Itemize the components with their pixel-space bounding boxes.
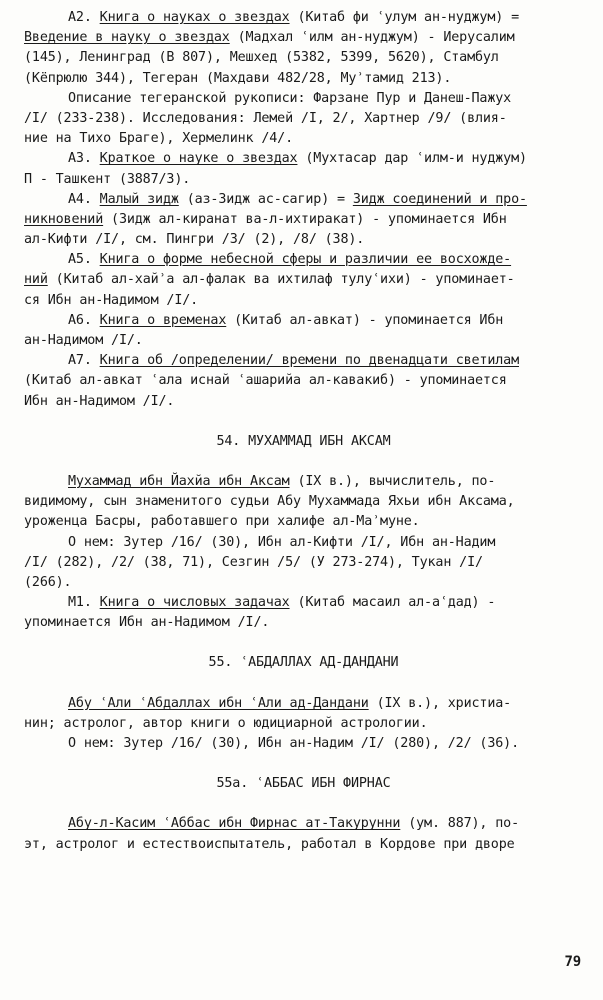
text-line: ан-Надимом /I/. — [24, 333, 143, 348]
text-line: А4. Малый зидж (аз-Зидж ас-сагир) = Зидж соединений и про- — [68, 191, 527, 207]
text-line: /I/ (282), /2/ (38, 71), Сезгин /5/ (У 273-274), Тукан /I/ — [24, 554, 483, 570]
text-line: эт, астролог и естествоиспытатель, работал в Кордове при дворе — [24, 836, 515, 852]
text-line: никновений (Зидж ал-киранат ва-л-ихтиракат) - упоминается Ибн — [24, 211, 507, 227]
text-line: А5. Книга о форме небесной сферы и различии ее восхожде- — [68, 252, 512, 268]
section-heading: 55а. ʿАББАС ИБН ФИРНАС — [216, 776, 391, 792]
text-line: упоминается Ибн ан-Надимом /I/. — [24, 615, 270, 631]
text-line: Абу ʿАли ʿАбдаллах ибн ʿАли ад-Дандани (IX в.), христиа- — [68, 695, 512, 711]
text-line: А7. Книга об /определении/ времени по двенадцати светилам — [68, 353, 519, 369]
text-line: Введение в науку о звездах (Мадхал ʿилм ан-нуджум) - Иерусалим — [24, 30, 515, 46]
text-line: Описание тегеранской рукописи: Фарзане Пур и Данеш-Пажух — [68, 90, 512, 106]
text-line: А3. Краткое о науке о звездах (Мухтасар дар ʿилм-и нуджум) — [68, 151, 527, 167]
text-line: ся Ибн ан-Надимом /I/. — [24, 292, 199, 308]
section-heading: 55. ʿАБДАЛЛАХ АД-ДАНДАНИ — [208, 655, 399, 671]
section-heading: 54. МУХАММАД ИБН АКСАМ — [216, 433, 391, 449]
text-line: Абу-л-Касим ʿАббас ибн Фирнас ат-Такурунни (ум. 887), по- — [68, 816, 519, 832]
page-number: 79 — [564, 954, 581, 970]
text-line: А6. Книга о временах (Китаб ал-авкат) - упоминается Ибн — [68, 312, 504, 328]
text-line: О нем: Зутер /16/ (30), Ибн ан-Надим /I/ (280), /2/ (36). — [68, 736, 519, 751]
text-line: О нем: Зутер /16/ (30), Ибн ал-Кифти /I/, Ибн ан-Надим — [68, 534, 496, 550]
text-line: Мухаммад ибн Йахйа ибн Аксам (IX в.), вычислитель, по- — [68, 473, 496, 489]
text-line: М1. Книга о числовых задачах (Китаб масаил ал-аʿдад) - — [68, 595, 496, 611]
text-line: ний (Китаб ал-хайʾа ал-фалак ва ихтилаф тулуʿихи) - упоминает- — [24, 272, 515, 288]
text-line: ние на Тихо Браге), Хермелинк /4/. — [24, 131, 294, 147]
text-line: (Китаб ал-авкат ʿала иснай ʿашарийа ал-кавакиб) - упоминается — [24, 373, 507, 389]
text-line: ал-Кифти /I/, см. Пингри /3/ (2), /8/ (38). — [24, 232, 365, 248]
text-line: уроженца Басры, работавшего при халифе ал-Маʾмуне. — [24, 514, 420, 530]
text-line: нин; астролог, автор книги о юдициарной астрологии. — [24, 715, 428, 731]
text-line: (Кёпрюлю 344), Тегеран (Махдави 482/28, Муʾтамид 213). — [24, 70, 452, 86]
text-line: (266). — [24, 574, 72, 590]
text-line: А2. Книга о науках о звездах (Китаб фи ʿулум ан-нуджум) = — [68, 10, 519, 25]
text-line: П - Ташкент (3887/3). — [24, 171, 191, 187]
text-line: видимому, сын знаменитого судьи Абу Мухаммада Яхьи ибн Аксама, — [24, 494, 515, 510]
text-line: Ибн ан-Надимом /I/. — [24, 393, 175, 409]
text-line: /I/ (233-238). Исследования: Лемей /I, 2/, Хартнер /9/ (влия- — [24, 110, 507, 126]
text-line: (145), Ленинград (В 807), Мешхед (5382, 5399, 5620), Стамбул — [24, 50, 499, 66]
